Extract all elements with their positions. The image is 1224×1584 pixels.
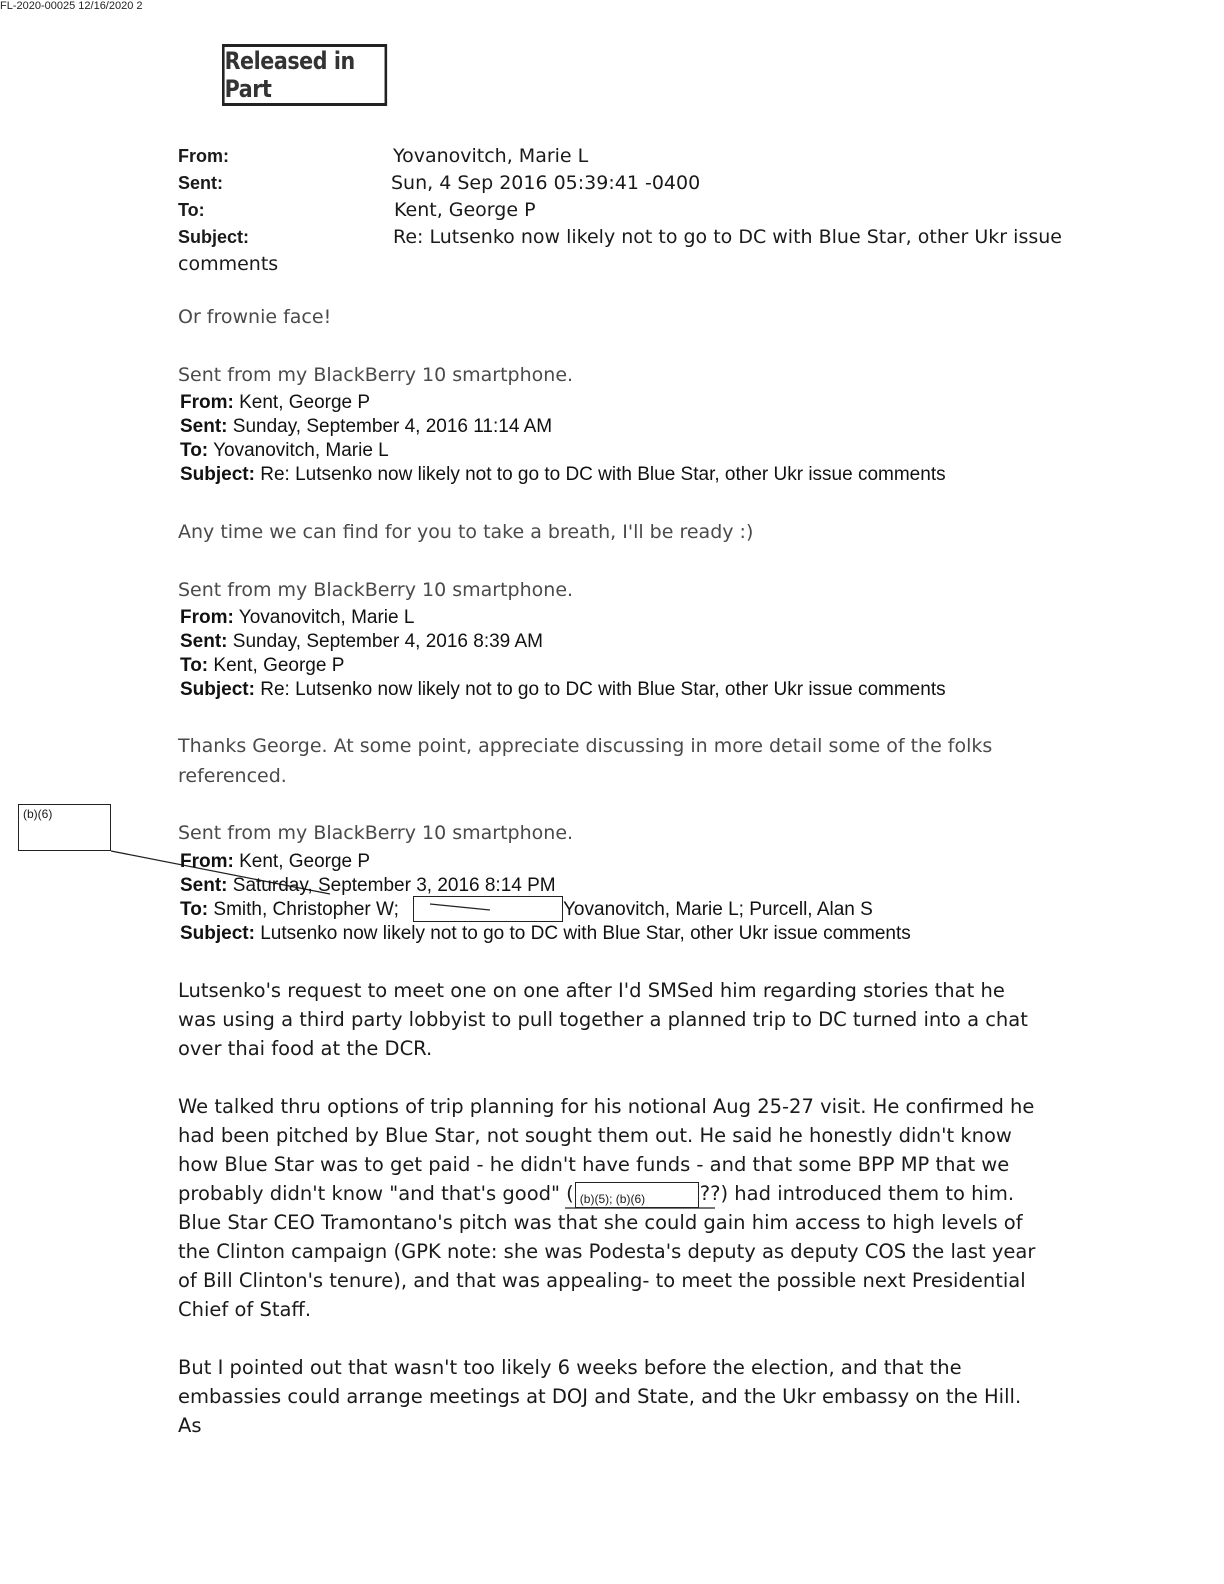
fwd-to-label: To: — [180, 440, 209, 461]
fwd-subject-label: Subject: — [180, 923, 255, 944]
fwd-sent-label: Sent: — [180, 875, 228, 896]
header-subject-value: Re: Lutsenko now likely not to go to DC with Blue Star, other Ukr issue — [393, 226, 1062, 248]
body-paragraph-3: But I pointed out that wasn't too likely 6 weeks before the election, and that the embassies could arrange meetings at DOJ and State, and the Ukr embassy on the Hill. As — [178, 1356, 1022, 1437]
fwd-to-value-b: Yovanovitch, Marie L; Purcell, Alan S — [563, 899, 873, 920]
header-subject-continued: comments — [178, 253, 279, 275]
fwd-subject-value: Re: Lutsenko now likely not to go to DC with Blue Star, other Ukr issue comments — [254, 464, 946, 485]
header-subject-label: Subject: — [178, 227, 250, 247]
header-to-value: Kent, George P — [394, 199, 536, 221]
fwd-sent-label: Sent: — [180, 416, 228, 437]
fwd-from-value: Yovanovitch, Marie L — [233, 607, 415, 628]
fwd-from-line — [180, 851, 370, 873]
fwd-to-value-a: Smith, Christopher W; — [208, 899, 399, 920]
fwd-subject-value: Re: Lutsenko now likely not to go to DC with Blue Star, other Ukr issue comments — [254, 679, 946, 700]
signature: Sent from my BlackBerry 10 smartphone. — [178, 579, 574, 601]
body-paragraph-2-start: We talked thru options of trip planning for his notional Aug 25-27 visit. He confirmed he had been pitched by Blue Star, not sought them out. He said he honestly didn't know how Blue Star was to get paid - he didn't have funds - and that some BPP MP that we probably didn't know "and that's good" ( — [178, 1095, 1035, 1205]
body-paragraph-1: Lutsenko's request to meet one on one after I'd SMSed him regarding stories that he was using a third party lobbyist to pull together a planned trip to DC turned into a chat over thai food at the DCR. — [178, 979, 1028, 1060]
fwd-subject-label: Subject: — [180, 679, 255, 700]
fwd-from-label: From: — [180, 851, 234, 872]
fwd-to-value: Kent, George P — [208, 655, 345, 676]
email-body — [178, 976, 1038, 1469]
fwd-sent-value: Sunday, September 4, 2016 11:14 AM — [227, 416, 553, 437]
redaction-box-inline — [413, 896, 563, 922]
fwd-from-label: From: — [180, 607, 234, 628]
redaction-box-inline: (b)(5); (b)(6) — [575, 1182, 699, 1208]
fwd-sent-value: Saturday, September 3, 2016 8:14 PM — [227, 875, 556, 896]
fwd-to-label: To: — [180, 655, 209, 676]
redaction-box: (b)(6) — [18, 804, 111, 851]
fwd-subject-value: Lutsenko now likely not to go to DC with Blue Star, other Ukr issue comments — [254, 923, 911, 944]
release-stamp: Released in Part — [222, 44, 387, 106]
fwd-subject-line — [180, 923, 911, 945]
fwd-subject-label: Subject: — [180, 464, 255, 485]
fwd-from-value: Kent, George P — [233, 851, 371, 872]
message-body: Any time we can find for you to take a breath, I'll be ready :) — [178, 521, 754, 543]
message-body-line-1: Thanks George. At some point, appreciate discussing in more detail some of the folks — [178, 735, 993, 757]
message-body-line-2: referenced. — [178, 765, 287, 787]
message-body: Or frownie face! — [178, 306, 332, 328]
header-from-label: From: — [178, 146, 229, 166]
fwd-from-label: From: — [180, 392, 234, 413]
fwd-sent-line — [180, 875, 556, 897]
fwd-sent-value: Sunday, September 4, 2016 8:39 AM — [227, 631, 543, 652]
body-paragraph-2 — [178, 1092, 1038, 1324]
fwd-to-line — [180, 899, 399, 921]
header-to-label: To: — [178, 200, 205, 220]
signature: Sent from my BlackBerry 10 smartphone. — [178, 822, 574, 844]
header-from-value: Yovanovitch, Marie L — [393, 145, 589, 167]
body-paragraph-2-end: ??) had introduced them to him. Blue Star CEO Tramontano's pitch was that she could gain him access to high levels of the Clinton campaign (GPK note: she was Podesta's deputy as deputy COS the last year of Bill Clinton's tenure), and that was appealing- to meet the possible next Presidential Chief of Staff. — [178, 1182, 1036, 1321]
document-id: FL-2020-00025 12/16/2020 2 — [0, 0, 143, 12]
header-sent-label: Sent: — [178, 173, 223, 193]
fwd-from-value: Kent, George P — [233, 392, 371, 413]
fwd-to-value: Yovanovitch, Marie L — [208, 440, 389, 461]
fwd-to-label: To: — [180, 899, 209, 920]
header-sent-value: Sun, 4 Sep 2016 05:39:41 -0400 — [391, 172, 701, 194]
signature: Sent from my BlackBerry 10 smartphone. — [178, 364, 574, 386]
fwd-sent-label: Sent: — [180, 631, 228, 652]
